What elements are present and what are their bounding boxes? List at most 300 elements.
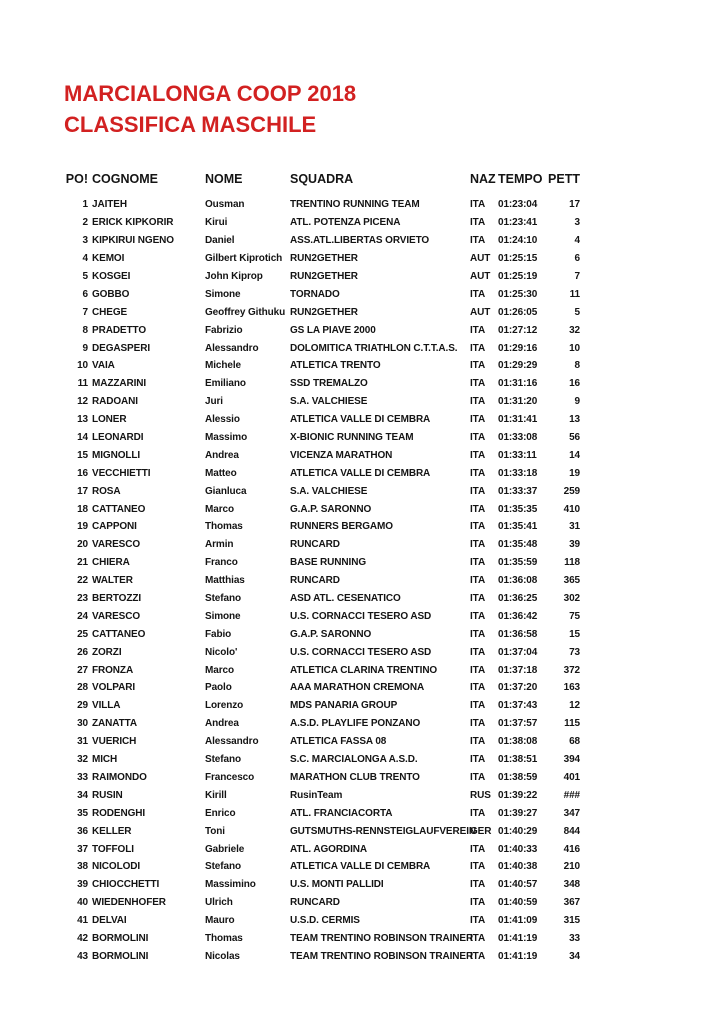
cell-pos: 34 bbox=[77, 789, 88, 801]
table-row bbox=[64, 715, 580, 733]
cell-pett: 315 bbox=[563, 915, 580, 927]
table-row bbox=[64, 250, 580, 268]
cell-naz: ITA bbox=[470, 467, 486, 479]
cell-naz: ITA bbox=[470, 449, 486, 461]
cell-tempo: 01:27:12 bbox=[498, 324, 538, 336]
cell-nome: Toni bbox=[205, 825, 225, 837]
cell-pett: 210 bbox=[563, 861, 580, 873]
table-row bbox=[64, 930, 580, 948]
cell-nome: Michele bbox=[205, 360, 241, 372]
cell-naz: ITA bbox=[470, 771, 486, 783]
cell-tempo: 01:39:27 bbox=[498, 807, 538, 819]
cell-cognome: BERTOZZI bbox=[92, 593, 142, 605]
table-row bbox=[64, 947, 580, 965]
cell-naz: ITA bbox=[470, 932, 486, 944]
document-title: MARCIALONGA COOP 2018 bbox=[64, 81, 357, 106]
cell-pos: 29 bbox=[77, 700, 88, 712]
cell-cognome: VUERICH bbox=[92, 736, 137, 748]
cell-naz: ITA bbox=[470, 342, 486, 354]
cell-cognome: KOSGEI bbox=[92, 271, 131, 282]
cell-squadra: RUN2GETHER bbox=[290, 253, 358, 265]
table-row bbox=[64, 196, 580, 214]
cell-nome: Andrea bbox=[205, 449, 239, 461]
cell-naz: ITA bbox=[470, 610, 486, 622]
cell-pos: 21 bbox=[77, 557, 88, 569]
table-row bbox=[64, 464, 580, 482]
cell-tempo: 01:31:20 bbox=[498, 396, 538, 408]
cell-nome: Simone bbox=[205, 288, 241, 300]
cell-cognome: NICOLODI bbox=[92, 861, 141, 873]
cell-naz: ITA bbox=[470, 950, 486, 962]
cell-cognome: VARESCO bbox=[92, 539, 141, 551]
cell-naz: ITA bbox=[470, 557, 486, 569]
cell-squadra: AAA MARATHON CREMONA bbox=[290, 682, 425, 694]
cell-naz: ITA bbox=[470, 360, 486, 372]
cell-squadra: RUN2GETHER bbox=[290, 306, 358, 318]
cell-nome: Matteo bbox=[205, 467, 237, 479]
cell-squadra: ATLETICA VALLE DI CEMBRA bbox=[290, 414, 431, 426]
cell-cognome: KELLER bbox=[92, 825, 132, 837]
cell-naz: ITA bbox=[470, 521, 486, 533]
cell-cognome: ERICK KIPKORIR bbox=[92, 217, 174, 229]
cell-squadra: DOLOMITICA TRIATHLON C.T.T.A.S. bbox=[290, 342, 458, 354]
cell-pos: 9 bbox=[82, 342, 88, 354]
cell-squadra: U.S. CORNACCI TESERO ASD bbox=[290, 646, 432, 658]
cell-squadra: TRENTINO RUNNING TEAM bbox=[290, 199, 420, 211]
cell-pos: 17 bbox=[77, 485, 88, 497]
cell-nome: Andrea bbox=[205, 718, 239, 730]
table-row bbox=[64, 429, 580, 447]
cell-squadra: TEAM TRENTINO ROBINSON TRAINER bbox=[290, 932, 474, 944]
cell-pos: 13 bbox=[77, 414, 88, 426]
cell-naz: ITA bbox=[470, 396, 486, 408]
cell-tempo: 01:40:38 bbox=[498, 861, 538, 873]
cell-tempo: 01:38:51 bbox=[498, 754, 538, 766]
cell-squadra: ATLETICA FASSA 08 bbox=[290, 736, 387, 748]
cell-pett: 394 bbox=[563, 754, 580, 766]
cell-nome: Nicolo' bbox=[205, 646, 238, 658]
cell-squadra: ATLETICA VALLE DI CEMBRA bbox=[290, 467, 431, 479]
cell-nome: Simone bbox=[205, 610, 241, 622]
cell-nome: Paolo bbox=[205, 682, 232, 694]
cell-pos: 39 bbox=[77, 879, 88, 891]
cell-pos: 37 bbox=[77, 843, 88, 855]
cell-pos: 3 bbox=[82, 235, 88, 247]
cell-cognome: MIGNOLLI bbox=[92, 449, 141, 461]
cell-squadra: ATLETICA CLARINA TRENTINO bbox=[290, 664, 438, 676]
cell-pos: 5 bbox=[82, 271, 88, 282]
cell-squadra: TORNADO bbox=[290, 288, 340, 300]
cell-naz: ITA bbox=[470, 235, 486, 247]
cell-squadra: ASS.ATL.LIBERTAS ORVIETO bbox=[290, 235, 430, 247]
cell-tempo: 01:29:29 bbox=[498, 360, 538, 372]
cell-cognome: CATTANEO bbox=[92, 503, 146, 515]
cell-nome: Kirui bbox=[205, 217, 228, 229]
cell-pos: 2 bbox=[82, 217, 88, 229]
cell-nome: Alessandro bbox=[205, 342, 259, 354]
cell-tempo: 01:40:29 bbox=[498, 825, 538, 837]
cell-cognome: LEONARDI bbox=[92, 432, 144, 444]
cell-pett: 259 bbox=[563, 485, 580, 497]
cell-pett: 13 bbox=[569, 414, 580, 426]
cell-tempo: 01:33:37 bbox=[498, 485, 538, 497]
cell-pos: 30 bbox=[77, 718, 88, 730]
cell-squadra: S.A. VALCHIESE bbox=[290, 485, 368, 497]
cell-squadra: RUN2GETHER bbox=[290, 271, 358, 282]
table-row bbox=[64, 285, 580, 303]
header-naz: NAZ bbox=[470, 172, 496, 186]
cell-nome: Alessandro bbox=[205, 736, 259, 748]
cell-nome: Ousman bbox=[205, 199, 245, 211]
cell-pett: ### bbox=[563, 789, 580, 801]
cell-cognome: VAIA bbox=[92, 360, 115, 372]
cell-pett: 844 bbox=[563, 825, 580, 837]
cell-squadra: U.S. MONTI PALLIDI bbox=[290, 879, 384, 891]
cell-naz: ITA bbox=[470, 897, 486, 909]
cell-pett: 73 bbox=[569, 646, 580, 658]
cell-tempo: 01:23:41 bbox=[498, 217, 538, 229]
cell-pos: 8 bbox=[82, 324, 88, 336]
cell-pos: 27 bbox=[77, 664, 88, 676]
cell-naz: ITA bbox=[470, 324, 486, 336]
cell-tempo: 01:35:48 bbox=[498, 539, 538, 551]
cell-naz: ITA bbox=[470, 807, 486, 819]
cell-nome: Mauro bbox=[205, 915, 235, 927]
cell-tempo: 01:40:33 bbox=[498, 843, 538, 855]
cell-pett: 347 bbox=[563, 807, 580, 819]
cell-squadra: ASD ATL. CESENATICO bbox=[290, 593, 401, 605]
cell-pett: 33 bbox=[569, 932, 580, 944]
cell-pett: 12 bbox=[569, 700, 580, 712]
cell-nome: Nicolas bbox=[205, 950, 240, 962]
cell-nome: Fabio bbox=[205, 628, 232, 640]
cell-squadra: RUNCARD bbox=[290, 897, 340, 909]
cell-naz: ITA bbox=[470, 575, 486, 587]
cell-pos: 43 bbox=[77, 950, 88, 962]
cell-cognome: VARESCO bbox=[92, 610, 141, 622]
cell-tempo: 01:31:41 bbox=[498, 414, 538, 426]
header-row bbox=[64, 172, 580, 196]
cell-pett: 32 bbox=[569, 324, 580, 336]
cell-tempo: 01:26:05 bbox=[498, 306, 538, 318]
cell-nome: Daniel bbox=[205, 235, 235, 247]
cell-pett: 4 bbox=[574, 235, 580, 247]
cell-nome: Massimino bbox=[205, 879, 256, 891]
cell-cognome: GOBBO bbox=[92, 288, 130, 300]
cell-pett: 348 bbox=[563, 879, 580, 891]
cell-nome: Marco bbox=[205, 503, 234, 515]
cell-squadra: GS LA PIAVE 2000 bbox=[290, 324, 376, 336]
cell-nome: Gabriele bbox=[205, 843, 245, 855]
cell-cognome: CHEGE bbox=[92, 306, 128, 318]
cell-nome: Franco bbox=[205, 557, 238, 569]
cell-naz: ITA bbox=[470, 754, 486, 766]
results-table bbox=[64, 172, 580, 965]
cell-naz: ITA bbox=[470, 700, 486, 712]
table-row bbox=[64, 536, 580, 554]
table-row bbox=[64, 268, 580, 286]
cell-pos: 16 bbox=[77, 467, 88, 479]
cell-pett: 15 bbox=[569, 628, 580, 640]
cell-naz: ITA bbox=[470, 682, 486, 694]
cell-squadra: RUNNERS BERGAMO bbox=[290, 521, 393, 533]
cell-pett: 31 bbox=[569, 521, 580, 533]
cell-squadra: X-BIONIC RUNNING TEAM bbox=[290, 432, 414, 444]
table-row bbox=[64, 751, 580, 769]
table-row bbox=[64, 303, 580, 321]
table-row bbox=[64, 679, 580, 697]
cell-pett: 8 bbox=[574, 360, 580, 372]
cell-cognome: CHIOCCHETTI bbox=[92, 879, 160, 891]
cell-tempo: 01:36:25 bbox=[498, 593, 538, 605]
cell-cognome: RUSIN bbox=[92, 789, 123, 801]
table-row bbox=[64, 661, 580, 679]
cell-pos: 12 bbox=[77, 396, 88, 408]
cell-pos: 38 bbox=[77, 861, 88, 873]
cell-nome: Armin bbox=[205, 539, 234, 551]
header-tempo: TEMPO bbox=[498, 172, 543, 186]
cell-nome: Alessio bbox=[205, 414, 240, 426]
cell-naz: ITA bbox=[470, 378, 486, 390]
table-row bbox=[64, 786, 580, 804]
table-row bbox=[64, 572, 580, 590]
cell-pett: 34 bbox=[569, 950, 580, 962]
table-row bbox=[64, 518, 580, 536]
cell-pos: 10 bbox=[77, 360, 88, 372]
cell-tempo: 01:41:19 bbox=[498, 932, 538, 944]
cell-squadra: TEAM TRENTINO ROBINSON TRAINER bbox=[290, 950, 474, 962]
cell-nome: Lorenzo bbox=[205, 700, 244, 712]
table-row bbox=[64, 804, 580, 822]
cell-nome: Massimo bbox=[205, 432, 248, 444]
cell-pos: 6 bbox=[82, 288, 88, 300]
table-row bbox=[64, 607, 580, 625]
cell-pos: 15 bbox=[77, 449, 88, 461]
cell-pett: 6 bbox=[574, 253, 580, 265]
header-pett: PETT bbox=[548, 172, 580, 186]
header-nome: NOME bbox=[205, 172, 243, 186]
cell-cognome: ZANATTA bbox=[92, 718, 138, 730]
table-row bbox=[64, 214, 580, 232]
table-row bbox=[64, 590, 580, 608]
cell-squadra: BASE RUNNING bbox=[290, 557, 367, 569]
cell-cognome: MAZZARINI bbox=[92, 378, 147, 390]
cell-tempo: 01:33:11 bbox=[498, 449, 537, 461]
cell-cognome: CAPPONI bbox=[92, 521, 137, 533]
cell-tempo: 01:41:09 bbox=[498, 915, 538, 927]
cell-cognome: TOFFOLI bbox=[92, 843, 134, 855]
cell-nome: Kirill bbox=[205, 789, 227, 801]
cell-naz: ITA bbox=[470, 843, 486, 855]
header-cognome: COGNOME bbox=[92, 172, 158, 186]
cell-squadra: ATLETICA VALLE DI CEMBRA bbox=[290, 861, 431, 873]
cell-nome: Fabrizio bbox=[205, 324, 243, 336]
cell-cognome: ROSA bbox=[92, 485, 121, 497]
cell-pos: 25 bbox=[77, 628, 88, 640]
table-row bbox=[64, 822, 580, 840]
cell-squadra: SSD TREMALZO bbox=[290, 378, 368, 390]
cell-pos: 28 bbox=[77, 682, 88, 694]
cell-pett: 75 bbox=[569, 610, 580, 622]
results-table-header bbox=[64, 172, 580, 196]
cell-cognome: FRONZA bbox=[92, 664, 134, 676]
cell-nome: Thomas bbox=[205, 932, 243, 944]
cell-tempo: 01:35:59 bbox=[498, 557, 538, 569]
cell-tempo: 01:25:19 bbox=[498, 271, 538, 282]
cell-tempo: 01:36:08 bbox=[498, 575, 538, 587]
table-row bbox=[64, 500, 580, 518]
cell-nome: Ulrich bbox=[205, 897, 233, 909]
cell-nome: Gianluca bbox=[205, 485, 247, 497]
cell-pos: 24 bbox=[77, 610, 88, 622]
cell-squadra: ATL. FRANCIACORTA bbox=[290, 807, 393, 819]
results-table-body bbox=[64, 196, 580, 965]
cell-pett: 372 bbox=[563, 664, 580, 676]
cell-cognome: VOLPARI bbox=[92, 682, 136, 694]
cell-naz: ITA bbox=[470, 628, 486, 640]
cell-nome: Marco bbox=[205, 664, 234, 676]
cell-pos: 26 bbox=[77, 646, 88, 658]
cell-nome: Stefano bbox=[205, 754, 241, 766]
cell-pos: 4 bbox=[82, 253, 88, 265]
cell-pett: 56 bbox=[569, 432, 580, 444]
cell-cognome: RADOANI bbox=[92, 396, 138, 408]
cell-squadra: RUNCARD bbox=[290, 539, 340, 551]
cell-cognome: PRADETTO bbox=[92, 324, 147, 336]
cell-cognome: WALTER bbox=[92, 575, 133, 587]
cell-tempo: 01:25:30 bbox=[498, 288, 538, 300]
header-squadra: SQUADRA bbox=[290, 172, 354, 186]
cell-cognome: KIPKIRUI NGENO bbox=[92, 235, 174, 247]
cell-cognome: DELVAI bbox=[92, 915, 127, 927]
table-row bbox=[64, 482, 580, 500]
table-row bbox=[64, 876, 580, 894]
document-title-block bbox=[64, 78, 356, 140]
cell-cognome: MICH bbox=[92, 754, 118, 766]
table-row bbox=[64, 393, 580, 411]
cell-pos: 23 bbox=[77, 593, 88, 605]
cell-pos: 11 bbox=[77, 378, 88, 390]
cell-cognome: CHIERA bbox=[92, 557, 130, 569]
cell-tempo: 01:37:57 bbox=[498, 718, 538, 730]
cell-tempo: 01:40:57 bbox=[498, 879, 538, 891]
table-row bbox=[64, 357, 580, 375]
cell-cognome: RODENGHI bbox=[92, 807, 146, 819]
cell-naz: ITA bbox=[470, 199, 486, 211]
table-row bbox=[64, 858, 580, 876]
cell-squadra: GUTSMUTHS-RENNSTEIGLAUFVEREIN bbox=[290, 825, 476, 837]
cell-squadra: MARATHON CLUB TRENTO bbox=[290, 771, 420, 783]
cell-pett: 9 bbox=[574, 396, 580, 408]
cell-tempo: 01:25:15 bbox=[498, 253, 538, 265]
table-row bbox=[64, 912, 580, 930]
cell-nome: Gilbert Kiprotich bbox=[205, 253, 283, 265]
cell-tempo: 01:36:58 bbox=[498, 628, 538, 640]
cell-squadra: RUNCARD bbox=[290, 575, 340, 587]
cell-naz: AUT bbox=[470, 253, 491, 265]
cell-pos: 1 bbox=[82, 199, 88, 211]
cell-naz: ITA bbox=[470, 485, 486, 497]
table-row bbox=[64, 446, 580, 464]
cell-naz: ITA bbox=[470, 593, 486, 605]
cell-pett: 410 bbox=[563, 503, 580, 515]
cell-pett: 365 bbox=[563, 575, 580, 587]
header-pos: PO! bbox=[65, 172, 88, 186]
cell-naz: ITA bbox=[470, 432, 486, 444]
cell-tempo: 01:38:08 bbox=[498, 736, 538, 748]
cell-naz: ITA bbox=[470, 646, 486, 658]
cell-squadra: U.S.D. CERMIS bbox=[290, 915, 360, 927]
cell-cognome: LONER bbox=[92, 414, 127, 426]
cell-pos: 14 bbox=[77, 432, 88, 444]
cell-squadra: S.C. MARCIALONGA A.S.D. bbox=[290, 754, 418, 766]
cell-naz: RUS bbox=[470, 789, 491, 801]
table-row bbox=[64, 643, 580, 661]
cell-tempo: 01:40:59 bbox=[498, 897, 538, 909]
cell-pett: 11 bbox=[569, 288, 580, 300]
table-row bbox=[64, 769, 580, 787]
cell-squadra: A.S.D. PLAYLIFE PONZANO bbox=[290, 718, 421, 730]
cell-cognome: VILLA bbox=[92, 700, 121, 712]
cell-squadra: U.S. CORNACCI TESERO ASD bbox=[290, 610, 432, 622]
cell-tempo: 01:33:18 bbox=[498, 467, 538, 479]
cell-naz: AUT bbox=[470, 306, 491, 318]
cell-pos: 20 bbox=[77, 539, 88, 551]
cell-nome: Thomas bbox=[205, 521, 243, 533]
cell-nome: Emiliano bbox=[205, 378, 246, 390]
cell-nome: Stefano bbox=[205, 593, 241, 605]
cell-pos: 7 bbox=[82, 306, 88, 318]
cell-tempo: 01:24:10 bbox=[498, 235, 538, 247]
cell-tempo: 01:23:04 bbox=[498, 199, 538, 211]
cell-pos: 42 bbox=[77, 932, 88, 944]
cell-pett: 17 bbox=[569, 199, 580, 211]
cell-tempo: 01:35:41 bbox=[498, 521, 538, 533]
cell-cognome: BORMOLINI bbox=[92, 932, 149, 944]
cell-pos: 31 bbox=[77, 736, 88, 748]
cell-pett: 5 bbox=[574, 306, 580, 318]
cell-naz: ITA bbox=[470, 217, 486, 229]
cell-pos: 22 bbox=[77, 575, 88, 587]
cell-tempo: 01:38:59 bbox=[498, 771, 538, 783]
cell-naz: GER bbox=[470, 825, 492, 837]
cell-pos: 41 bbox=[77, 915, 88, 927]
cell-pos: 35 bbox=[77, 807, 88, 819]
cell-tempo: 01:37:04 bbox=[498, 646, 538, 658]
cell-nome: Stefano bbox=[205, 861, 241, 873]
cell-cognome: DEGASPERI bbox=[92, 342, 151, 354]
cell-naz: ITA bbox=[470, 288, 486, 300]
cell-cognome: BORMOLINI bbox=[92, 950, 149, 962]
cell-pos: 32 bbox=[77, 754, 88, 766]
cell-pett: 401 bbox=[563, 771, 580, 783]
cell-cognome: CATTANEO bbox=[92, 628, 146, 640]
cell-nome: Geoffrey Githuku bbox=[205, 306, 286, 318]
cell-tempo: 01:31:16 bbox=[498, 378, 538, 390]
table-row bbox=[64, 894, 580, 912]
cell-tempo: 01:37:18 bbox=[498, 664, 538, 676]
table-row bbox=[64, 375, 580, 393]
document-subtitle: CLASSIFICA MASCHILE bbox=[64, 112, 317, 137]
cell-pett: 39 bbox=[569, 539, 580, 551]
cell-tempo: 01:37:43 bbox=[498, 700, 538, 712]
table-row bbox=[64, 625, 580, 643]
cell-nome: Enrico bbox=[205, 807, 236, 819]
cell-nome: Matthias bbox=[205, 575, 245, 587]
cell-pett: 14 bbox=[569, 449, 580, 461]
cell-pett: 68 bbox=[569, 736, 580, 748]
cell-pett: 7 bbox=[574, 271, 580, 282]
